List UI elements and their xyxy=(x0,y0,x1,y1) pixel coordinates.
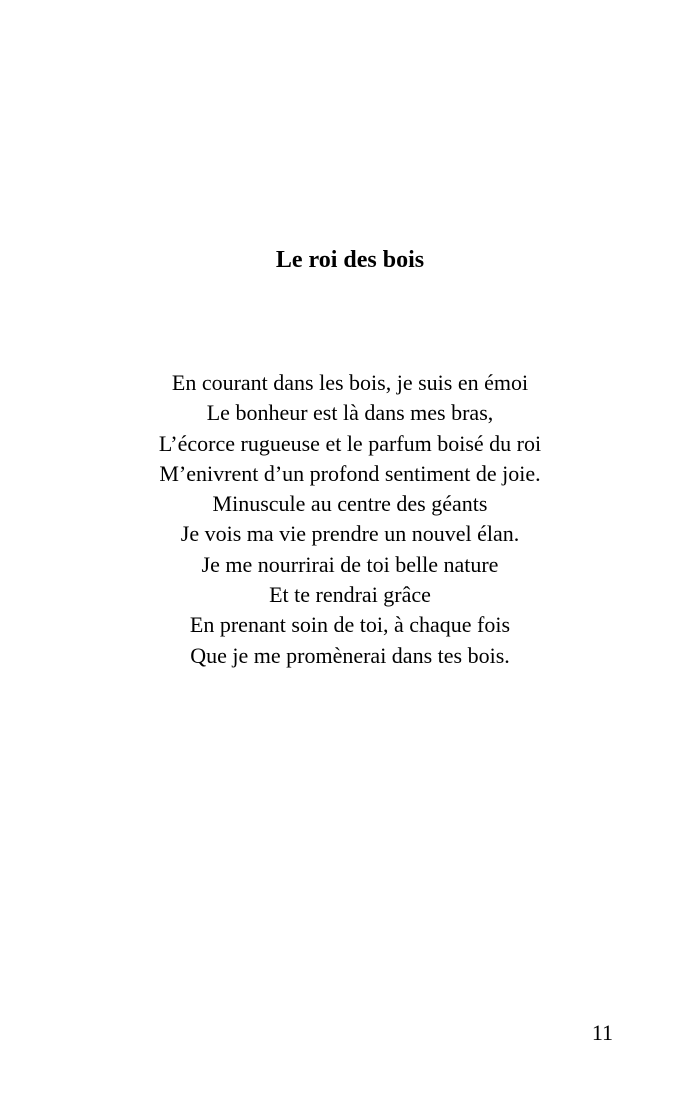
poem-line: L’écorce rugueuse et le parfum boisé du roi xyxy=(158,430,542,456)
poem-line: Je vois ma vie prendre un nouvel élan. xyxy=(180,521,520,547)
page-number: 11 xyxy=(591,1020,613,1045)
poem-line: Le bonheur est là dans mes bras, xyxy=(206,400,494,426)
poem-line: Je me nourrirai de toi belle nature xyxy=(201,551,499,577)
poem-body xyxy=(0,368,700,671)
poem-line: Minuscule au centre des géants xyxy=(212,491,488,517)
poem-line: Que je me promènerai dans tes bois. xyxy=(190,642,510,668)
poem-line: Et te rendrai grâce xyxy=(269,582,431,608)
poem-title: Le roi des bois xyxy=(275,247,425,273)
poem-line: M’enivrent d’un profond sentiment de joie. xyxy=(159,460,541,486)
poem-line: En prenant soin de toi, à chaque fois xyxy=(189,612,511,638)
poem-line: En courant dans les bois, je suis en émoi xyxy=(171,370,529,395)
